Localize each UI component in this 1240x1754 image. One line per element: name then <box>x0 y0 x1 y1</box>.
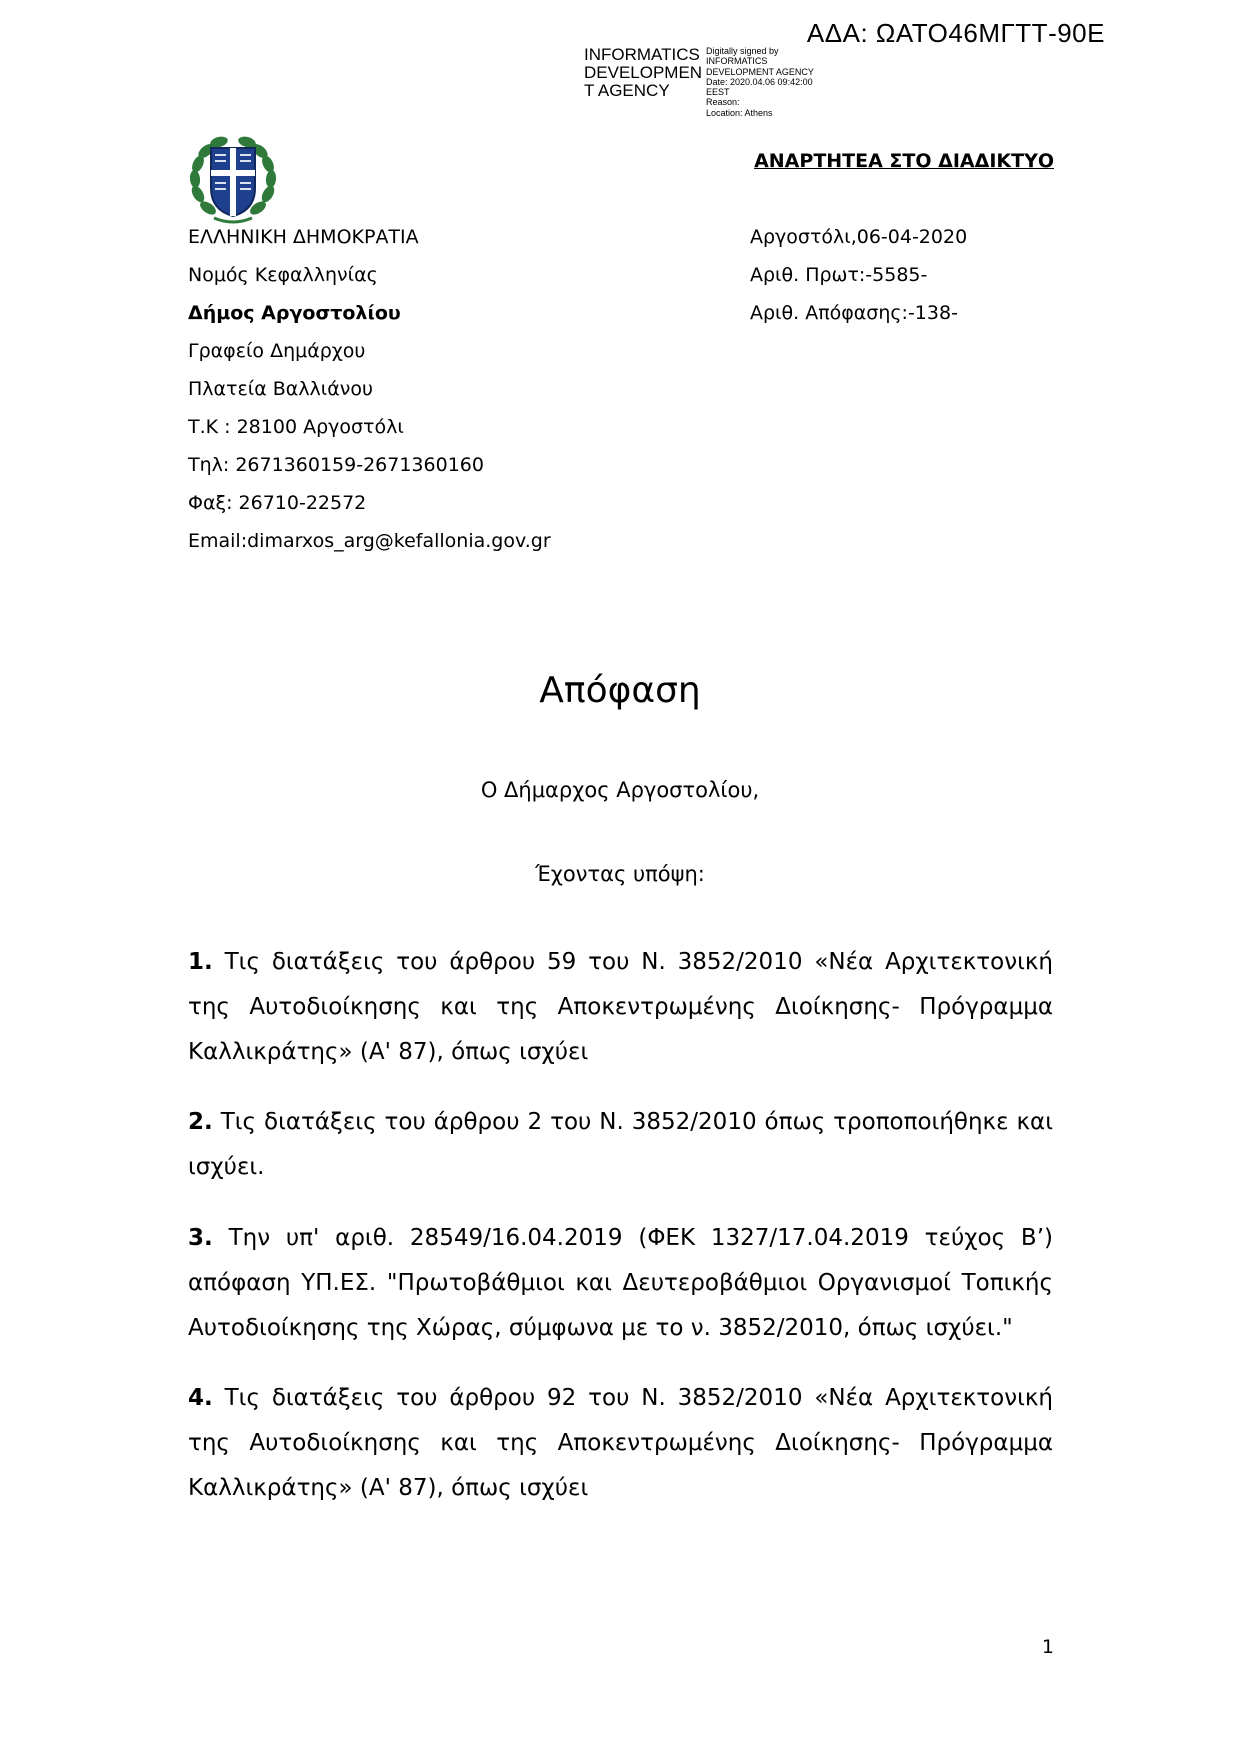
list-item <box>188 940 1053 1075</box>
signature-line: Location: Athens <box>706 107 773 118</box>
list-item <box>188 1100 1053 1190</box>
header-prefecture: Νομός Κεφαλληνίας <box>188 264 378 286</box>
header-postal-code: Τ.Κ : 28100 Αργοστόλι <box>188 416 404 438</box>
header-protocol-number: Αριθ. Πρωτ:-5585- <box>750 264 928 286</box>
header-square: Πλατεία Βαλλιάνου <box>188 378 373 400</box>
signature-line: Date: 2020.04.06 09:42:00 <box>706 76 813 87</box>
header-office: Γραφείο Δημάρχου <box>188 340 366 362</box>
signature-line: Digitally signed by <box>706 46 779 56</box>
header-email: Email:dimarxos_arg@kefallonia.gov.gr <box>188 530 551 552</box>
item-number: 2. <box>188 1109 213 1135</box>
list-item <box>188 1376 1053 1511</box>
header-decision-number: Αριθ. Απόφασης:-138- <box>750 302 958 324</box>
item-number: 3. <box>188 1225 213 1251</box>
item-text: Τις διατάξεις του άρθρου 2 του Ν. 3852/2010 όπως τροποποιήθηκε και ισχύει. <box>188 1109 1053 1180</box>
signature-details <box>706 46 846 118</box>
greek-coat-of-arms-icon <box>186 132 280 226</box>
header-republic: ΕΛΛΗΝΙΚΗ ΔΗΜΟΚΡΑΤΙΑ <box>188 226 419 248</box>
document-title: Απόφαση <box>539 670 701 711</box>
considering-line: Έχοντας υπόψη: <box>535 862 705 886</box>
header-place-date: Αργοστόλι,06-04-2020 <box>750 226 968 248</box>
item-text: Την υπ' αριθ. 28549/16.04.2019 (ΦΕΚ 1327/17.04.2019 τεύχος Β’) απόφαση ΥΠ.ΕΣ. "Πρωτοβάθμιοι και Δευτεροβάθμιοι Οργανισμοί Τοπικής Αυτοδιοίκησης της Χώρας, σύμφωνα με το ν. 3852/2010, όπως ισχύει." <box>188 1225 1053 1341</box>
signature-signer: INFORMATICS DEVELOPMEN T AGENCY <box>584 45 703 100</box>
signature-line: INFORMATICS <box>706 56 768 67</box>
item-text: Τις διατάξεις του άρθρου 59 του Ν. 3852/2010 «Νέα Αρχιτεκτονική της Αυτοδιοίκησης και της Αποκεντρωμένης Διοίκησης- Πρόγραμμα Καλλικράτης» (Α' 87), όπως ισχύει <box>188 949 1053 1065</box>
header-phone: Τηλ: 2671360159-2671360160 <box>188 454 484 476</box>
publish-notice: ΑΝΑΡΤΗΤΕΑ ΣΤΟ ΔΙΑΔΙΚΤΥΟ <box>754 150 1054 172</box>
signature-line: Reason: <box>706 97 740 108</box>
item-number: 1. <box>188 949 213 975</box>
signature-line: DEVELOPMENT AGENCY <box>706 66 814 77</box>
item-number: 4. <box>188 1385 213 1411</box>
signature-line: EEST <box>706 87 730 98</box>
list-item <box>188 1216 1053 1351</box>
ada-code: ΑΔΑ: ΩΑΤΟ46ΜΓΤΤ-90Ε <box>806 18 1105 48</box>
item-text: Τις διατάξεις του άρθρου 92 του Ν. 3852/2010 «Νέα Αρχιτεκτονική της Αυτοδιοίκησης και της Αποκεντρωμένης Διοίκησης- Πρόγραμμα Καλλικράτης» (Α' 87), όπως ισχύει <box>188 1385 1053 1501</box>
header-fax: Φαξ: 26710-22572 <box>188 492 367 514</box>
header-municipality: Δήμος Αργοστολίου <box>188 302 401 324</box>
mayor-line: Ο Δήμαρχος Αργοστολίου, <box>480 778 760 802</box>
page-number: 1 <box>1041 1636 1054 1658</box>
